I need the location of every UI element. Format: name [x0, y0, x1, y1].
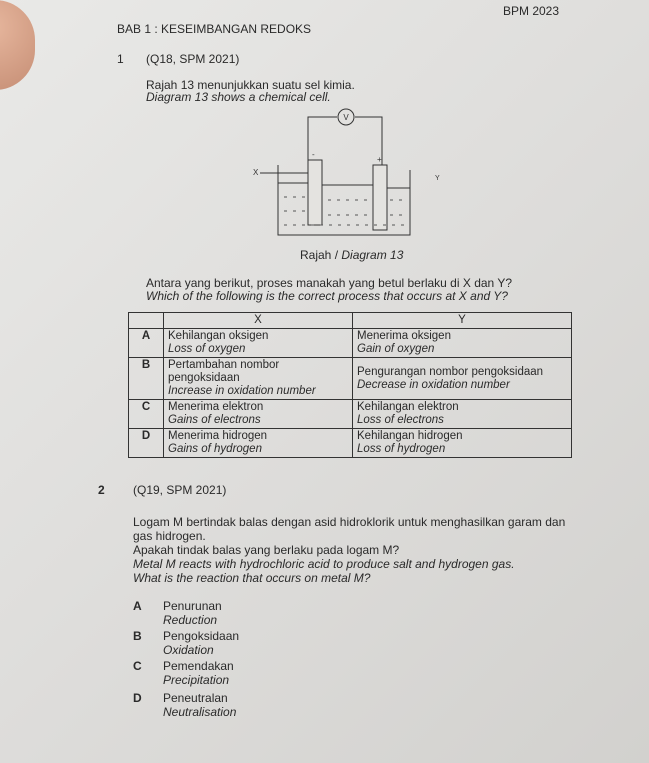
q1-question-en: Which of the following is the correct process that occurs at X and Y?: [146, 289, 508, 303]
header-right: BPM 2023: [503, 4, 560, 18]
q2-question-ms: Apakah tindak balas yang berlaku pada logam M?: [133, 543, 400, 557]
q1-line-ms: Rajah 13 menunjukkan suatu sel kimia.: [146, 78, 355, 92]
option-a: A Penurunan Reduction: [133, 599, 222, 627]
label-x: X: [253, 168, 259, 177]
chapter-title: BAB 1 : KESEIMBANGAN REDOKS: [117, 22, 312, 36]
option-b: B Pengoksidaan Oxidation: [133, 629, 240, 657]
q2-question-en: What is the reaction that occurs on metal M?: [133, 571, 371, 585]
q2-text-ms: Logam M bertindak balas dengan asid hidroklorik untuk menghasilkan garam dan gas hidrogen.: [133, 515, 566, 543]
electrode-x: [308, 160, 322, 225]
table-row: A Kehilangan oksigen Loss of oxygen Menerima oksigen Gain of oxygen: [129, 329, 572, 358]
pos-sign: +: [377, 155, 382, 164]
option-d: D Peneutralan Neutralisation: [133, 691, 237, 719]
q2-text-en: Metal M reacts with hydrochloric acid to produce salt and hydrogen gas.: [133, 557, 515, 571]
header-x: X: [164, 313, 353, 329]
q2-source: (Q19, SPM 2021): [133, 483, 227, 497]
finger-photo-artifact: [0, 0, 35, 90]
q1-question-ms: Antara yang berikut, proses manakah yang betul berlaku di X dan Y?: [146, 276, 513, 290]
diagram-caption: Rajah / Diagram 13: [300, 248, 404, 262]
wire: [308, 117, 382, 165]
option-c: C Pemendakan Precipitation: [133, 659, 234, 687]
voltmeter-label: V: [343, 113, 349, 122]
chemical-cell-diagram: [250, 105, 450, 245]
electrode-y: [373, 165, 387, 230]
table-row: B Pertambahan nombor pengoksidaan Increase in oxidation number Pengurangan nombor pengoksidaan Decrease in oxidation number: [129, 358, 572, 400]
header-y: Y: [353, 313, 572, 329]
table-row: C Menerima elektron Gains of electrons Kehilangan elektron Loss of electrons: [129, 400, 572, 429]
neg-sign: -: [312, 150, 315, 159]
table-row: D Menerima hidrogen Gains of hydrogen Kehilangan hidrogen Loss of hydrogen: [129, 429, 572, 458]
label-y: Y: [435, 175, 440, 182]
q1-line-en: Diagram 13 shows a chemical cell.: [146, 90, 331, 104]
q1-source: (Q18, SPM 2021): [146, 52, 240, 66]
q1-number: 1: [117, 52, 124, 66]
options-table: [128, 312, 572, 458]
q2-number: 2: [98, 483, 105, 497]
